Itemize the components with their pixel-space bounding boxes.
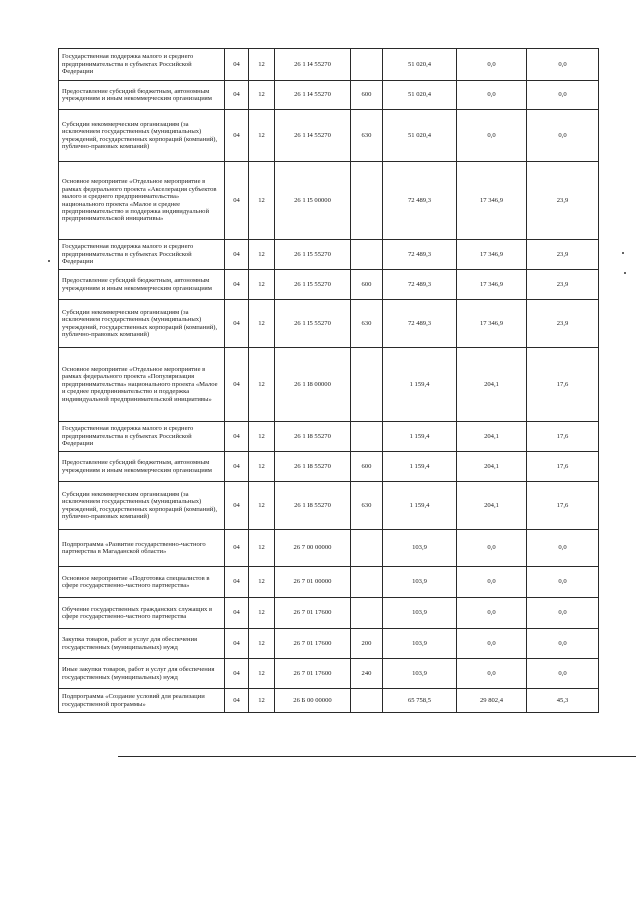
row-plan: 51 020,4 (383, 110, 457, 162)
table-row (59, 81, 599, 110)
row-percent: 23,9 (527, 300, 599, 348)
row-percent: 0,0 (527, 659, 599, 689)
row-section: 04 (225, 49, 249, 81)
scan-speck (622, 252, 624, 254)
scan-speck (624, 272, 626, 274)
row-subsection: 12 (249, 49, 275, 81)
row-subsection: 12 (249, 240, 275, 270)
row-target-code: 26 7 01 00000 (275, 567, 351, 598)
table-row (59, 530, 599, 567)
table-row (59, 240, 599, 270)
row-plan: 103,9 (383, 567, 457, 598)
row-expense-type (351, 598, 383, 629)
row-name: Основное мероприятие «Подготовка специалистов в сфере государственно-частного партнерства» (59, 567, 225, 598)
row-target-code: 26 1 I8 55270 (275, 452, 351, 482)
row-target-code: 26 1 I8 00000 (275, 348, 351, 422)
row-fact: 0,0 (457, 49, 527, 81)
footer-rule (118, 756, 636, 757)
row-percent: 23,9 (527, 270, 599, 300)
row-section: 04 (225, 270, 249, 300)
row-plan: 1 159,4 (383, 422, 457, 452)
row-name: Государственная поддержка малого и среднего предпринимательства в субъектах Российской Федерации (59, 49, 225, 81)
row-section: 04 (225, 659, 249, 689)
row-plan: 51 020,4 (383, 49, 457, 81)
row-percent: 45,3 (527, 689, 599, 713)
row-section: 04 (225, 81, 249, 110)
row-percent: 17,6 (527, 348, 599, 422)
row-expense-type: 200 (351, 629, 383, 659)
row-target-code: 26 1 I5 55270 (275, 270, 351, 300)
row-plan: 72 489,3 (383, 162, 457, 240)
row-fact: 204,1 (457, 422, 527, 452)
row-subsection: 12 (249, 110, 275, 162)
row-fact: 0,0 (457, 659, 527, 689)
row-name: Субсидии некоммерческим организациям (за исключением государственных (муниципальных) учреждений, государственных корпораций (компаний), публично-правовых компаний) (59, 110, 225, 162)
row-expense-type (351, 422, 383, 452)
row-target-code: 26 1 I5 00000 (275, 162, 351, 240)
row-target-code: 26 1 I5 55270 (275, 300, 351, 348)
row-fact: 29 802,4 (457, 689, 527, 713)
row-target-code: 26 7 01 17600 (275, 659, 351, 689)
row-expense-type: 600 (351, 81, 383, 110)
row-percent: 0,0 (527, 49, 599, 81)
row-plan: 72 489,3 (383, 300, 457, 348)
row-target-code: 26 1 I4 55270 (275, 81, 351, 110)
row-expense-type (351, 240, 383, 270)
row-target-code: 26 Б 00 00000 (275, 689, 351, 713)
row-subsection: 12 (249, 300, 275, 348)
row-section: 04 (225, 162, 249, 240)
row-name: Государственная поддержка малого и среднего предпринимательства в субъектах Российской Федерации (59, 240, 225, 270)
row-fact: 0,0 (457, 81, 527, 110)
row-name: Предоставление субсидий бюджетным, автономным учреждениям и иным некоммерческим организациям (59, 270, 225, 300)
row-fact: 204,1 (457, 348, 527, 422)
row-expense-type: 600 (351, 452, 383, 482)
row-plan: 1 159,4 (383, 348, 457, 422)
row-fact: 17 346,9 (457, 162, 527, 240)
row-fact: 17 346,9 (457, 300, 527, 348)
row-percent: 0,0 (527, 598, 599, 629)
row-target-code: 26 1 I8 55270 (275, 422, 351, 452)
row-percent: 0,0 (527, 567, 599, 598)
row-plan: 51 020,4 (383, 81, 457, 110)
row-target-code: 26 1 I4 55270 (275, 110, 351, 162)
row-fact: 204,1 (457, 482, 527, 530)
row-percent: 17,6 (527, 482, 599, 530)
row-name: Основное мероприятие «Отдельное мероприятие в рамках федерального проекта «Акселерация субъектов малого и среднего предпринимательства» национального проекта «Малое и среднее предпринимательство и поддержка индивидуальной предпринимательской инициативы» (59, 162, 225, 240)
row-subsection: 12 (249, 270, 275, 300)
row-expense-type (351, 689, 383, 713)
row-percent: 17,6 (527, 422, 599, 452)
row-fact: 17 346,9 (457, 240, 527, 270)
row-target-code: 26 7 00 00000 (275, 530, 351, 567)
row-subsection: 12 (249, 422, 275, 452)
table-row (59, 567, 599, 598)
row-section: 04 (225, 689, 249, 713)
row-subsection: 12 (249, 567, 275, 598)
row-fact: 0,0 (457, 567, 527, 598)
row-percent: 17,6 (527, 452, 599, 482)
row-section: 04 (225, 422, 249, 452)
row-name: Государственная поддержка малого и среднего предпринимательства в субъектах Российской Федерации (59, 422, 225, 452)
row-fact: 0,0 (457, 629, 527, 659)
row-subsection: 12 (249, 348, 275, 422)
row-fact: 0,0 (457, 598, 527, 629)
row-expense-type (351, 530, 383, 567)
row-subsection: 12 (249, 530, 275, 567)
row-expense-type: 630 (351, 300, 383, 348)
row-name: Субсидии некоммерческим организациям (за исключением государственных (муниципальных) учреждений, государственных корпораций (компаний), публично-правовых компаний) (59, 482, 225, 530)
row-subsection: 12 (249, 598, 275, 629)
row-section: 04 (225, 530, 249, 567)
row-plan: 72 489,3 (383, 270, 457, 300)
row-section: 04 (225, 629, 249, 659)
row-name: Закупка товаров, работ и услуг для обеспечения государственных (муниципальных) нужд (59, 629, 225, 659)
row-subsection: 12 (249, 162, 275, 240)
row-percent: 23,9 (527, 240, 599, 270)
row-section: 04 (225, 110, 249, 162)
row-fact: 204,1 (457, 452, 527, 482)
row-plan: 72 489,3 (383, 240, 457, 270)
table-row (59, 598, 599, 629)
row-section: 04 (225, 452, 249, 482)
row-plan: 103,9 (383, 659, 457, 689)
row-percent: 0,0 (527, 530, 599, 567)
row-expense-type: 630 (351, 482, 383, 530)
table-row (59, 270, 599, 300)
row-name: Подпрограмма «Создание условий для реализации государственной программы» (59, 689, 225, 713)
row-expense-type: 600 (351, 270, 383, 300)
row-subsection: 12 (249, 689, 275, 713)
table-row (59, 49, 599, 81)
table-row (59, 300, 599, 348)
row-expense-type: 630 (351, 110, 383, 162)
row-expense-type (351, 162, 383, 240)
row-plan: 103,9 (383, 598, 457, 629)
row-subsection: 12 (249, 452, 275, 482)
row-section: 04 (225, 348, 249, 422)
row-fact: 17 346,9 (457, 270, 527, 300)
row-fact: 0,0 (457, 110, 527, 162)
table-row (59, 659, 599, 689)
row-section: 04 (225, 482, 249, 530)
row-subsection: 12 (249, 81, 275, 110)
row-name: Обучение государственных гражданских служащих в сфере государственно-частного партнерства (59, 598, 225, 629)
table-row (59, 689, 599, 713)
row-target-code: 26 7 01 17600 (275, 598, 351, 629)
row-section: 04 (225, 300, 249, 348)
table-row (59, 482, 599, 530)
row-plan: 103,9 (383, 530, 457, 567)
table-row (59, 110, 599, 162)
row-name: Иные закупки товаров, работ и услуг для обеспечения государственных (муниципальных) нужд (59, 659, 225, 689)
row-expense-type (351, 49, 383, 81)
row-fact: 0,0 (457, 530, 527, 567)
row-expense-type: 240 (351, 659, 383, 689)
budget-table (58, 48, 599, 713)
row-name: Предоставление субсидий бюджетным, автономным учреждениям и иным некоммерческим организациям (59, 81, 225, 110)
table-row (59, 452, 599, 482)
row-percent: 0,0 (527, 110, 599, 162)
row-percent: 0,0 (527, 81, 599, 110)
table-row (59, 422, 599, 452)
row-plan: 103,9 (383, 629, 457, 659)
row-section: 04 (225, 598, 249, 629)
row-target-code: 26 1 I4 55270 (275, 49, 351, 81)
row-name: Субсидии некоммерческим организациям (за исключением государственных (муниципальных) учреждений, государственных корпораций (компаний), публично-правовых компаний) (59, 300, 225, 348)
row-plan: 1 159,4 (383, 452, 457, 482)
row-target-code: 26 1 I5 55270 (275, 240, 351, 270)
row-name: Основное мероприятие «Отдельное мероприятие в рамках федерального проекта «Популяризация предпринимательства» национального проекта «Малое и среднее предпринимательство и поддержка индивидуальной предпринимательской инициативы» (59, 348, 225, 422)
row-name: Подпрограмма «Развитие государственно-частного партнерства в Магаданской области» (59, 530, 225, 567)
row-subsection: 12 (249, 659, 275, 689)
row-subsection: 12 (249, 482, 275, 530)
table-row (59, 348, 599, 422)
row-target-code: 26 7 01 17600 (275, 629, 351, 659)
row-section: 04 (225, 567, 249, 598)
table-row (59, 162, 599, 240)
row-name: Предоставление субсидий бюджетным, автономным учреждениям и иным некоммерческим организациям (59, 452, 225, 482)
row-subsection: 12 (249, 629, 275, 659)
table-row (59, 629, 599, 659)
row-percent: 0,0 (527, 629, 599, 659)
row-expense-type (351, 567, 383, 598)
row-target-code: 26 1 I8 55270 (275, 482, 351, 530)
row-percent: 23,9 (527, 162, 599, 240)
row-plan: 1 159,4 (383, 482, 457, 530)
row-plan: 65 758,5 (383, 689, 457, 713)
scan-speck (48, 260, 50, 262)
row-expense-type (351, 348, 383, 422)
row-section: 04 (225, 240, 249, 270)
